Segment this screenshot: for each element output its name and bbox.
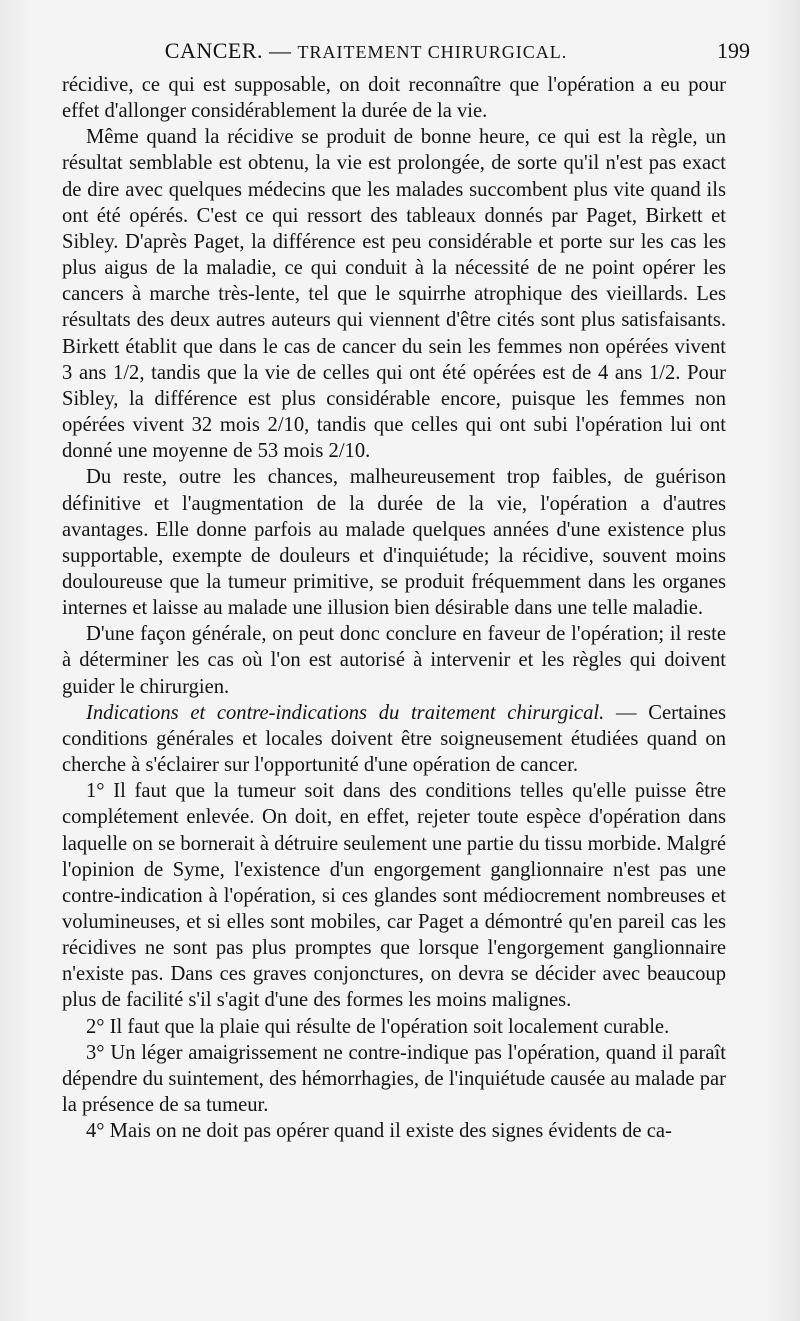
paragraph-2: Même quand la récidive se produit de bonne heure, ce qui est la règle, un résultat semblable est obtenu, la vie est prolongée, de sorte qu'il n'est pas exact de dire avec quelques médecins que les malades succombent plus vite quand ils ont été opérés. C'est ce qui ressort des tableaux donnés par Paget, Birkett et Sibley. D'après Paget, la différence est peu considérable et porte sur les cas les plus aigus de la maladie, ce qui conduit à la nécessité de ne point opérer les cancers à marche très-lente, tel que le squirrhe atrophique des vieillards. Les résultats des deux autres auteurs qui viennent d'être cités sont plus satisfaisants. Birkett établit que dans le cas de cancer du sein les femmes non opérées vivent 3 ans 1/2, tandis que la vie de celles qui ont été opérées est de 4 ans 1/2. Pour Sibley, la différence est plus considérable encore, puisque les femmes non opérées vivent 32 mois 2/10, tandis que celles qui ont subi l'opération lui ont donné une moyenne de 53 mois 2/10.: [62, 126, 726, 463]
paragraph-8: 3° Un léger amaigrissement ne contre-indique pas l'opération, quand il paraît dépendre du suintement, des hémorrhagies, de l'inquiétude causée au malade par la présence de sa tumeur.: [62, 1041, 726, 1117]
body-text: [62, 72, 726, 1144]
paragraph-4: D'une façon générale, on peut donc conclure en faveur de l'opération; il reste à déterminer les cas où l'on est autorisé à intervenir et les règles qui doivent guider le chirurgien.: [62, 623, 726, 698]
paragraph-1: récidive, ce qui est supposable, on doit reconnaître que l'opération a eu pour effet d'allonger considérablement la durée de la vie.: [62, 74, 726, 123]
paragraph-6: 1° Il faut que la tumeur soit dans des conditions telles qu'elle puisse être complétement enlevée. On doit, en effet, rejeter toute espèce d'opération dans laquelle on se bornerait à détruire seulement une partie du tissu morbide. Malgré l'opinion de Syme, l'existence d'un engorgement ganglionnaire n'est pas une contre-indication à l'opération, si ces glandes sont médiocrement nombreuses et volumineuses, et si elles sont mobiles, car Paget a démontré qu'en pareil cas les récidives ne sont pas plus promptes que lorsque l'engorgement ganglionnaire n'existe pas. Dans ces graves conjonctures, on devra se décider avec beaucoup plus de facilité s'il s'agit d'une des formes les moins malignes.: [62, 780, 726, 1012]
paragraph-7: 2° Il faut que la plaie qui résulte de l'opération soit localement curable.: [86, 1015, 670, 1038]
running-header: [62, 34, 750, 68]
paragraph-5: [62, 700, 726, 778]
running-title-main: CANCER. —: [164, 38, 292, 63]
section-heading: Indications et contre-indications du traitement chirurgical.: [86, 701, 605, 724]
page-number: 199: [717, 38, 750, 63]
running-title: [62, 34, 670, 69]
running-title-sub: TRAITEMENT CHIRURGICAL.: [297, 42, 568, 62]
paragraph-9: 4° Mais on ne doit pas opérer quand il existe des signes évidents de ca-: [86, 1120, 672, 1143]
paragraph-3: Du reste, outre les chances, malheureusement trop faibles, de guérison définitive et l'augmentation de la durée de la vie, l'opération a d'autres avantages. Elle donne parfois au malade quelques années d'une existence plus supportable, exempte de douleurs et d'inquiétude; la récidive, souvent moins douloureuse que la tumeur primitive, se produit fréquemment dans les organes internes et laisse au malade une illusion bien désirable dans une telle maladie.: [62, 466, 726, 620]
paragraph-5-text: — Certaines conditions générales et locales doivent être soigneusement étudiées quand on cherche à s'éclairer sur l'opportunité d'une opération de cancer.: [62, 701, 726, 777]
